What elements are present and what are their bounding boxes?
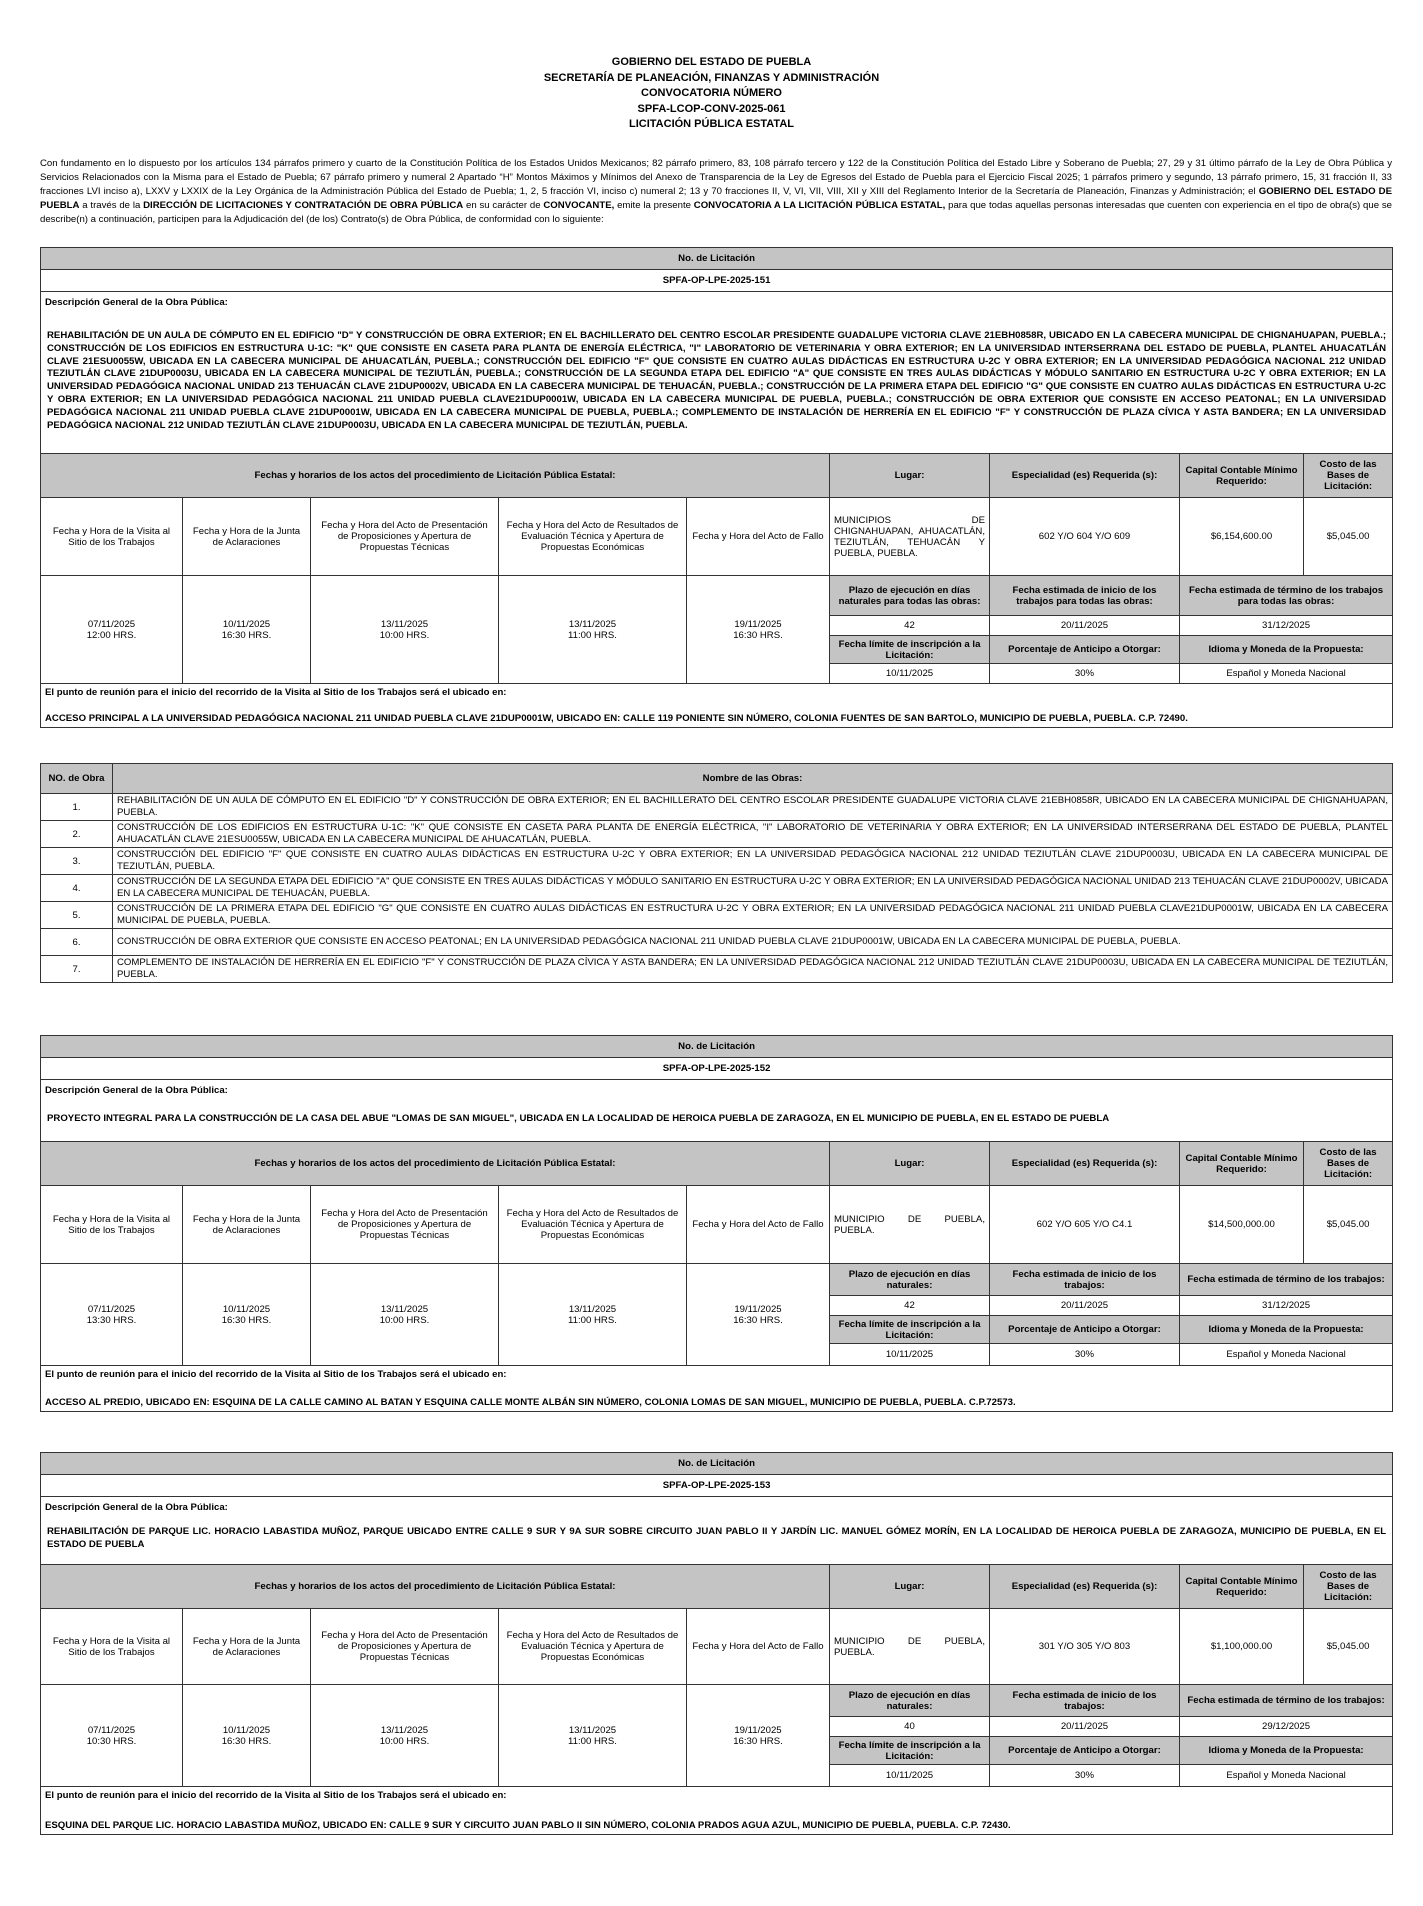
inicio-label: Fecha estimada de inicio de los trabajos para todas las obras:: [990, 576, 1180, 616]
presentacion-cell: [311, 1685, 499, 1787]
capital-label: Capital Contable Mínimo Requerido:: [1180, 1565, 1304, 1609]
lugar-label: Lugar:: [830, 1142, 990, 1186]
descripcion-obra: REHABILITACIÓN DE UN AULA DE CÓMPUTO EN EL EDIFICIO "D" Y CONSTRUCCIÓN DE OBRA EXTERIOR; EN EL BACHILLERATO DEL CENTRO ESCOLAR PRESIDENTE GUADALUPE VICTORIA CLAVE 21EBH0858R, UBICADO EN LA CABECERA MUNICIPAL DE CHIGNAHUAPAN, PUEBLA.; CONSTRUCCIÓN DE LOS EDIFICIOS EN ESTRUCTURA U-1C: "K" QUE CONSISTE EN CASETA PARA PLANTA DE ENERGÍA ELÉCTRICA, "I" LABORATORIO DE VETERINARIA Y OBRA EXTERIOR; EN LA UNIVERSIDAD INTERSERRANA DEL ESTADO DE PUEBLA, PLANTEL AHUACATLÁN CLAVE 21ESU0055W, UBICADA EN LA CABECERA MUNICIPAL DE AHUACATLÁN, PUEBLA.; CONSTRUCCIÓN DEL EDIFICIO "F" QUE CONSISTE EN CUATRO AULAS DIDÁCTICAS EN ESTRUCTURA U-2C Y OBRA EXTERIOR; EN LA UNIVERSIDAD PEDAGÓGICA NACIONAL 212 UNIDAD TEZIUTLÁN CLAVE 21DUP0003U, UBICADA EN LA CABECERA MUNICIPAL DE TEZIUTLÁN, PUEBLA.; CONSTRUCCIÓN DE LA SEGUNDA ETAPA DEL EDIFICIO "A" QUE CONSISTE EN TRES AULAS DIDÁCTICAS Y MÓDULO SANITARIO EN ESTRUCTURA U-2C Y OBRA EXTERIOR; EN LA UNIVERSIDAD PEDAGÓGICA NACIONAL UNIDAD 213 TEHUACÁN CLAVE 21DUP0002V, UBICADA EN LA CABECERA MUNICIPAL DE TEHUACÁN, PUEBLA.; CONSTRUCCIÓN DE LA PRIMERA ETAPA DEL EDIFICIO "G" QUE CONSISTE EN CUATRO AULAS DIDÁCTICAS EN ESTRUCTURA U-2C Y OBRA EXTERIOR; EN LA UNIVERSIDAD PEDAGÓGICA NACIONAL 211 UNIDAD PUEBLA CLAVE21DUP0001W, UBICADA EN LA CABECERA MUNICIPAL DE PUEBLA, PUEBLA.; CONSTRUCCIÓN DE OBRA EXTERIOR QUE CONSISTE EN ACCESO PEATONAL; EN LA UNIVERSIDAD PEDAGÓGICA NACIONAL 211 UNIDAD PUEBLA CLAVE 21DUP0001W, UBICADA EN LA CABECERA MUNICIPAL DE PUEBLA, PUEBLA.; COMPLEMENTO DE INSTALACIÓN DE HERRERÍA EN EL EDIFICIO "F" Y CONSTRUCCIÓN DE PLAZA CÍVICA Y ASTA BANDERA; EN LA UNIVERSIDAD PEDAGÓGICA NACIONAL 212 UNIDAD TEZIUTLÁN CLAVE 21DUP0003U, UBICADA EN LA CABECERA MUNICIPAL DE TEZIUTLÁN, PUEBLA.: [41, 314, 1393, 454]
termino-label: Fecha estimada de término de los trabajos para todas las obras:: [1180, 576, 1393, 616]
resultados-label: Fecha y Hora del Acto de Resultados de Evaluación Técnica y Apertura de Propuestas Económicas: [499, 498, 687, 576]
presentacion-hora: 10:00 HRS.: [379, 1735, 430, 1747]
idioma-label: Idioma y Moneda de la Propuesta:: [1180, 636, 1393, 664]
presentacion-label: Fecha y Hora del Acto de Presentación de Proposiciones y Apertura de Propuestas Técnicas: [311, 1186, 499, 1264]
fechas-label: Fechas y horarios de los actos del procedimiento de Licitación Pública Estatal:: [41, 1142, 830, 1186]
obra-row: [41, 848, 1393, 875]
obra-row: [41, 821, 1393, 848]
resultados-label: Fecha y Hora del Acto de Resultados de Evaluación Técnica y Apertura de Propuestas Económicas: [499, 1609, 687, 1685]
resultados-cell: [499, 1685, 687, 1787]
plazo-label: Plazo de ejecución en días naturales para todas las obras:: [830, 576, 990, 616]
visita-cell: [41, 1685, 183, 1787]
lugar-value: MUNICIPIOS DE CHIGNAHUAPAN, AHUACATLÁN, TEZIUTLÁN, TEHUACÁN Y PUEBLA, PUEBLA.: [830, 498, 990, 576]
punto-value: ACCESO PRINCIPAL A LA UNIVERSIDAD PEDAGÓGICA NACIONAL 211 UNIDAD PUEBLA CLAVE 21DUP0001W, UBICADO EN: CALLE 119 PONIENTE SIN NÚMERO, COLONIA FUENTES DE SAN BARTOLO, MUNICIPIO DE PUEBLA, PUEBLA. C.P. 72490.: [41, 702, 1393, 728]
resultados-cell: [499, 576, 687, 684]
idioma-value: Español y Moneda Nacional: [1180, 1765, 1393, 1787]
resultados-hora: 11:00 HRS.: [568, 1314, 617, 1326]
inicio-value: 20/11/2025: [990, 616, 1180, 636]
lugar-label: Lugar:: [830, 454, 990, 498]
obra-nombre: CONSTRUCCIÓN DE LA SEGUNDA ETAPA DEL EDIFICIO "A" QUE CONSISTE EN TRES AULAS DIDÁCTICAS Y MÓDULO SANITARIO EN ESTRUCTURA U-2C Y OBRA EXTERIOR; EN LA UNIVERSIDAD PEDAGÓGICA NACIONAL UNIDAD 213 TEHUACÁN CLAVE 21DUP0002V, UBICADA EN LA CABECERA MUNICIPAL DE TEHUACÁN, PUEBLA.: [113, 875, 1393, 902]
resultados-hora: 11:00 HRS.: [568, 629, 617, 641]
especialidad-value: 602 Y/O 605 Y/O C4.1: [990, 1186, 1180, 1264]
inicio-value: 20/11/2025: [990, 1717, 1180, 1737]
obra-row: [41, 956, 1393, 983]
junta-fecha: 10/11/2025: [222, 1303, 271, 1315]
visita-label: Fecha y Hora de la Visita al Sitio de los Trabajos: [41, 498, 183, 576]
presentacion-cell: [311, 576, 499, 684]
capital-value: $1,100,000.00: [1180, 1609, 1304, 1685]
fallo-cell: [687, 576, 830, 684]
obra-numero: 7.: [41, 956, 113, 983]
intro-bold-4: CONVOCATORIA A LA LICITACIÓN PÚBLICA ESTATAL,: [693, 200, 946, 211]
punto-label: El punto de reunión para el inicio del recorrido de la Visita al Sitio de los Trabajos será el ubicado en:: [41, 1366, 1393, 1384]
obra-numero: 1.: [41, 794, 113, 821]
fallo-fecha: 19/11/2025: [734, 1724, 782, 1736]
junta-hora: 16:30 HRS.: [221, 1735, 272, 1747]
termino-value: 29/12/2025: [1180, 1717, 1393, 1737]
inicio-value: 20/11/2025: [990, 1296, 1180, 1316]
idioma-label: Idioma y Moneda de la Propuesta:: [1180, 1737, 1393, 1765]
presentacion-hora: 10:00 HRS.: [379, 1314, 430, 1326]
header-numero: SPFA-LCOP-CONV-2025-061: [637, 102, 786, 115]
obras-table: [40, 763, 1393, 983]
no-licitacion-label: No. de Licitación: [41, 1036, 1393, 1058]
limite-value: 10/11/2025: [830, 664, 990, 684]
plazo-label: Plazo de ejecución en días naturales:: [830, 1685, 990, 1717]
resultados-fecha: 13/11/2025: [568, 1303, 617, 1315]
obra-nombre: CONSTRUCCIÓN DE OBRA EXTERIOR QUE CONSISTE EN ACCESO PEATONAL; EN LA UNIVERSIDAD PEDAGÓGICA NACIONAL 211 UNIDAD PUEBLA CLAVE 21DUP0001W, UBICADA EN LA CABECERA MUNICIPAL DE PUEBLA, PUEBLA.: [113, 929, 1393, 956]
fallo-fecha: 19/11/2025: [734, 618, 782, 630]
inicio-label: Fecha estimada de inicio de los trabajos:: [990, 1685, 1180, 1717]
idioma-value: Español y Moneda Nacional: [1180, 1344, 1393, 1366]
anticipo-value: 30%: [990, 1344, 1180, 1366]
visita-hora: 13:30 HRS.: [86, 1314, 137, 1326]
capital-label: Capital Contable Mínimo Requerido:: [1180, 454, 1304, 498]
especialidad-value: 301 Y/O 305 Y/O 803: [990, 1609, 1180, 1685]
obra-row: [41, 875, 1393, 902]
termino-label: Fecha estimada de término de los trabajos:: [1180, 1264, 1393, 1296]
limite-value: 10/11/2025: [830, 1765, 990, 1787]
visita-cell: [41, 576, 183, 684]
limite-label: Fecha límite de inscripción a la Licitación:: [830, 636, 990, 664]
junta-cell: [183, 1264, 311, 1366]
especialidad-label: Especialidad (es) Requerida (s):: [990, 1565, 1180, 1609]
visita-cell: [41, 1264, 183, 1366]
anticipo-value: 30%: [990, 1765, 1180, 1787]
inicio-label: Fecha estimada de inicio de los trabajos:: [990, 1264, 1180, 1296]
intro-bold-2: DIRECCIÓN DE LICITACIONES Y CONTRATACIÓN DE OBRA PÚBLICA: [143, 200, 464, 211]
obra-row: [41, 929, 1393, 956]
termino-value: 31/12/2025: [1180, 616, 1393, 636]
costo-label: Costo de las Bases de Licitación:: [1304, 454, 1393, 498]
intro-bold-1: GOBIERNO DEL ESTADO DE PUEBLA: [40, 186, 1393, 211]
resultados-hora: 11:00 HRS.: [568, 1735, 617, 1747]
header-convocatoria: CONVOCATORIA NÚMERO: [641, 87, 782, 99]
visita-fecha: 07/11/2025: [87, 1303, 136, 1315]
presentacion-label: Fecha y Hora del Acto de Presentación de Proposiciones y Apertura de Propuestas Técnicas: [311, 498, 499, 576]
especialidad-value: 602 Y/O 604 Y/O 609: [990, 498, 1180, 576]
termino-label: Fecha estimada de término de los trabajos:: [1180, 1685, 1393, 1717]
presentacion-fecha: 13/11/2025: [380, 1724, 429, 1736]
plazo-value: 42: [830, 1296, 990, 1316]
fallo-hora: 16:30 HRS.: [733, 1735, 783, 1747]
obra-numero: 6.: [41, 929, 113, 956]
punto-label: El punto de reunión para el inicio del recorrido de la Visita al Sitio de los Trabajos será el ubicado en:: [41, 684, 1393, 702]
plazo-value: 42: [830, 616, 990, 636]
capital-value: $14,500,000.00: [1180, 1186, 1304, 1264]
visita-fecha: 07/11/2025: [87, 1724, 136, 1736]
costo-label: Costo de las Bases de Licitación:: [1304, 1565, 1393, 1609]
junta-cell: [183, 1685, 311, 1787]
obra-numero: 3.: [41, 848, 113, 875]
lugar-value: MUNICIPIO DE PUEBLA, PUEBLA.: [830, 1186, 990, 1264]
document-header: [0, 55, 1423, 133]
anticipo-label: Porcentaje de Anticipo a Otorgar:: [990, 636, 1180, 664]
intro-paragraph: [40, 157, 1392, 227]
obra-nombre: COMPLEMENTO DE INSTALACIÓN DE HERRERÍA EN EL EDIFICIO "F" Y CONSTRUCCIÓN DE PLAZA CÍVICA Y ASTA BANDERA; EN LA UNIVERSIDAD PEDAGÓGICA NACIONAL 212 UNIDAD TEZIUTLÁN CLAVE 21DUP0003U, UBICADA EN LA CABECERA MUNICIPAL DE TEZIUTLÁN, PUEBLA.: [113, 956, 1393, 983]
junta-fecha: 10/11/2025: [222, 618, 271, 630]
licitacion-151-table: [40, 247, 1393, 728]
idioma-value: Español y Moneda Nacional: [1180, 664, 1393, 684]
visita-fecha: 07/11/2025: [87, 618, 136, 630]
idioma-label: Idioma y Moneda de la Propuesta:: [1180, 1316, 1393, 1344]
presentacion-hora: 10:00 HRS.: [379, 629, 430, 641]
no-licitacion-label: No. de Licitación: [41, 248, 1393, 270]
anticipo-label: Porcentaje de Anticipo a Otorgar:: [990, 1316, 1180, 1344]
lugar-value: MUNICIPIO DE PUEBLA, PUEBLA.: [830, 1609, 990, 1685]
limite-value: 10/11/2025: [830, 1344, 990, 1366]
visita-label: Fecha y Hora de la Visita al Sitio de los Trabajos: [41, 1609, 183, 1685]
obra-numero: 4.: [41, 875, 113, 902]
obra-row: [41, 794, 1393, 821]
licitacion-152-table: [40, 1035, 1393, 1412]
punto-label: El punto de reunión para el inicio del recorrido de la Visita al Sitio de los Trabajos será el ubicado en:: [41, 1787, 1393, 1805]
intro-text-5: para que todas aquellas personas interesadas que cuenten con experiencia en el tipo de obra(s) que se describe(n) a continuación, participen para la Adjudicación del (de los) Contrato(s) de Obra Pública, de conformidad con lo siguiente:: [40, 200, 1392, 225]
header-gobierno: GOBIERNO DEL ESTADO DE PUEBLA: [611, 56, 812, 68]
especialidad-label: Especialidad (es) Requerida (s):: [990, 454, 1180, 498]
resultados-fecha: 13/11/2025: [568, 618, 617, 630]
fallo-label: Fecha y Hora del Acto de Fallo: [687, 1186, 830, 1264]
junta-label: Fecha y Hora de la Junta de Aclaraciones: [183, 498, 311, 576]
fallo-label: Fecha y Hora del Acto de Fallo: [687, 498, 830, 576]
fallo-hora: 16:30 HRS.: [733, 1314, 783, 1326]
intro-text-1: Con fundamento en lo dispuesto por los artículos 134 párrafos primero y cuarto de la Constitución Política de los Estados Unidos Mexicanos; 82 párrafo primero, 83, 108 párrafo tercero y 122 de la Constitución Política del Estado Libre y Soberano de Puebla; 27, 29 y 31 último párrafo de la Ley de Obra Pública y Servicios Relacionados con la Misma para el Estado de Puebla; 67 párrafo primero y numeral 2 Apartado “H” Montos Máximos y Mínimos del Anexo de Transparencia de la Ley de Egresos del Estado de Puebla para el Ejercicio Fiscal 2025; 1 párrafos primero y segundo, 13 párrafo primero, 15, 31 fracción II, 33 fracciones LVI inciso a), LXXV y LXXIX de la Ley Orgánica de la Administración Pública del Estado de Puebla; 1, 2, 5 fracción VI, inciso c) numeral 2; 13 y 70 fracciones II, V, VI, VII, VIII, XII y XIII del Reglamento Interior de la Secretaría de Planeación, Finanzas y Administración; el: [40, 158, 1392, 197]
plazo-label: Plazo de ejecución en días naturales:: [830, 1264, 990, 1296]
descripcion-label: Descripción General de la Obra Pública:: [41, 1080, 1393, 1102]
fechas-label: Fechas y horarios de los actos del procedimiento de Licitación Pública Estatal:: [41, 454, 830, 498]
header-secretaria: SECRETARÍA DE PLANEACIÓN, FINANZAS Y ADMINISTRACIÓN: [543, 71, 880, 84]
resultados-label: Fecha y Hora del Acto de Resultados de Evaluación Técnica y Apertura de Propuestas Económicas: [499, 1186, 687, 1264]
fallo-cell: [687, 1264, 830, 1366]
junta-hora: 16:30 HRS.: [221, 629, 272, 641]
lugar-label: Lugar:: [830, 1565, 990, 1609]
costo-value: $5,045.00: [1304, 1186, 1393, 1264]
limite-label: Fecha límite de inscripción a la Licitación:: [830, 1316, 990, 1344]
descripcion-obra: PROYECTO INTEGRAL PARA LA CONSTRUCCIÓN DE LA CASA DEL ABUE "LOMAS DE SAN MIGUEL", UBICADA EN LA LOCALIDAD DE HEROICA PUEBLA DE ZARAGOZA, EN EL MUNICIPIO DE PUEBLA, EN EL ESTADO DE PUEBLA: [41, 1102, 1393, 1142]
visita-hora: 12:00 HRS.: [86, 629, 137, 641]
obra-nombre: CONSTRUCCIÓN DE LA PRIMERA ETAPA DEL EDIFICIO "G" QUE CONSISTE EN CUATRO AULAS DIDÁCTICAS EN ESTRUCTURA U-2C Y OBRA EXTERIOR; EN LA UNIVERSIDAD PEDAGÓGICA NACIONAL 211 UNIDAD PUEBLA CLAVE21DUP0001W, UBICADA EN LA CABECERA MUNICIPAL DE PUEBLA, PUEBLA.: [113, 902, 1393, 929]
intro-text-4: emite la presente: [617, 200, 691, 211]
descripcion-label: Descripción General de la Obra Pública:: [41, 292, 1393, 314]
punto-value: ACCESO AL PREDIO, UBICADO EN: ESQUINA DE LA CALLE CAMINO AL BATAN Y ESQUINA CALLE MONTE ALBÁN SIN NÚMERO, COLONIA LOMAS DE SAN MIGUEL, MUNICIPIO DE PUEBLA, PUEBLA. C.P.72573.: [41, 1384, 1393, 1412]
capital-value: $6,154,600.00: [1180, 498, 1304, 576]
licitacion-numero: SPFA-OP-LPE-2025-152: [41, 1058, 1393, 1080]
header-tipo: LICITACIÓN PÚBLICA ESTATAL: [629, 118, 794, 130]
intro-text-2: a través de la: [82, 200, 141, 211]
fallo-fecha: 19/11/2025: [734, 1303, 782, 1315]
presentacion-label: Fecha y Hora del Acto de Presentación de Proposiciones y Apertura de Propuestas Técnicas: [311, 1609, 499, 1685]
junta-label: Fecha y Hora de la Junta de Aclaraciones: [183, 1186, 311, 1264]
fechas-label: Fechas y horarios de los actos del procedimiento de Licitación Pública Estatal:: [41, 1565, 830, 1609]
fallo-label: Fecha y Hora del Acto de Fallo: [687, 1609, 830, 1685]
obra-row: [41, 902, 1393, 929]
resultados-fecha: 13/11/2025: [568, 1724, 617, 1736]
fallo-cell: [687, 1685, 830, 1787]
termino-value: 31/12/2025: [1180, 1296, 1393, 1316]
fallo-hora: 16:30 HRS.: [733, 629, 783, 641]
visita-hora: 10:30 HRS.: [86, 1735, 137, 1747]
plazo-value: 40: [830, 1717, 990, 1737]
licitacion-numero: SPFA-OP-LPE-2025-151: [41, 270, 1393, 292]
visita-label: Fecha y Hora de la Visita al Sitio de los Trabajos: [41, 1186, 183, 1264]
intro-text-3: en su carácter de: [466, 200, 541, 211]
anticipo-value: 30%: [990, 664, 1180, 684]
presentacion-fecha: 13/11/2025: [380, 618, 429, 630]
obra-nombre: REHABILITACIÓN DE UN AULA DE CÓMPUTO EN EL EDIFICIO "D" Y CONSTRUCCIÓN DE OBRA EXTERIOR; EN EL BACHILLERATO DEL CENTRO ESCOLAR PRESIDENTE GUADALUPE VICTORIA CLAVE 21EBH0858R, UBICADO EN LA CABECERA MUNICIPAL DE CHIGNAHUAPAN, PUEBLA.: [113, 794, 1393, 821]
costo-label: Costo de las Bases de Licitación:: [1304, 1142, 1393, 1186]
anticipo-label: Porcentaje de Anticipo a Otorgar:: [990, 1737, 1180, 1765]
costo-value: $5,045.00: [1304, 498, 1393, 576]
descripcion-obra: REHABILITACIÓN DE PARQUE LIC. HORACIO LABASTIDA MUÑOZ, PARQUE UBICADO ENTRE CALLE 9 SUR Y 9A SUR SOBRE CIRCUITO JUAN PABLO II Y JARDÍN LIC. MANUEL GÓMEZ MORÍN, EN LA LOCALIDAD DE HEROICA PUEBLA DE ZARAGOZA, MUNICIPIO DE PUEBLA, EN EL ESTADO DE PUEBLA: [41, 1519, 1393, 1565]
licitacion-numero: SPFA-OP-LPE-2025-153: [41, 1475, 1393, 1497]
no-obra-label: NO. de Obra: [41, 764, 113, 794]
no-licitacion-label: No. de Licitación: [41, 1453, 1393, 1475]
costo-value: $5,045.00: [1304, 1609, 1393, 1685]
presentacion-fecha: 13/11/2025: [380, 1303, 429, 1315]
nombre-obras-label: Nombre de las Obras:: [113, 764, 1393, 794]
limite-label: Fecha límite de inscripción a la Licitación:: [830, 1737, 990, 1765]
licitacion-153-table: [40, 1452, 1393, 1835]
obra-nombre: CONSTRUCCIÓN DEL EDIFICIO "F" QUE CONSISTE EN CUATRO AULAS DIDÁCTICAS EN ESTRUCTURA U-2C Y OBRA EXTERIOR; EN LA UNIVERSIDAD PEDAGÓGICA NACIONAL 212 UNIDAD TEZIUTLÁN CLAVE 21DUP0003U, UBICADA EN LA CABECERA MUNICIPAL DE TEZIUTLÁN, PUEBLA.: [113, 848, 1393, 875]
capital-label: Capital Contable Mínimo Requerido:: [1180, 1142, 1304, 1186]
presentacion-cell: [311, 1264, 499, 1366]
intro-bold-3: CONVOCANTE,: [543, 200, 615, 211]
junta-fecha: 10/11/2025: [222, 1724, 271, 1736]
junta-label: Fecha y Hora de la Junta de Aclaraciones: [183, 1609, 311, 1685]
punto-value: ESQUINA DEL PARQUE LIC. HORACIO LABASTIDA MUÑOZ, UBICADO EN: CALLE 9 SUR Y CIRCUITO JUAN PABLO II SIN NÚMERO, COLONIA PRADOS AGUA AZUL, MUNICIPIO DE PUEBLA, PUEBLA. C.P. 72430.: [41, 1805, 1393, 1835]
resultados-cell: [499, 1264, 687, 1366]
junta-hora: 16:30 HRS.: [221, 1314, 272, 1326]
obra-numero: 2.: [41, 821, 113, 848]
junta-cell: [183, 576, 311, 684]
obra-numero: 5.: [41, 902, 113, 929]
descripcion-label: Descripción General de la Obra Pública:: [41, 1497, 1393, 1519]
especialidad-label: Especialidad (es) Requerida (s):: [990, 1142, 1180, 1186]
obra-nombre: CONSTRUCCIÓN DE LOS EDIFICIOS EN ESTRUCTURA U-1C: "K" QUE CONSISTE EN CASETA PARA PLANTA DE ENERGÍA ELÉCTRICA, "I" LABORATORIO DE VETERINARIA Y OBRA EXTERIOR; EN LA UNIVERSIDAD INTERSERRANA DEL ESTADO DE PUEBLA, PLANTEL AHUACATLÁN CLAVE 21ESU0055W, UBICADA EN LA CABECERA MUNICIPAL DE AHUACATLÁN, PUEBLA.: [113, 821, 1393, 848]
